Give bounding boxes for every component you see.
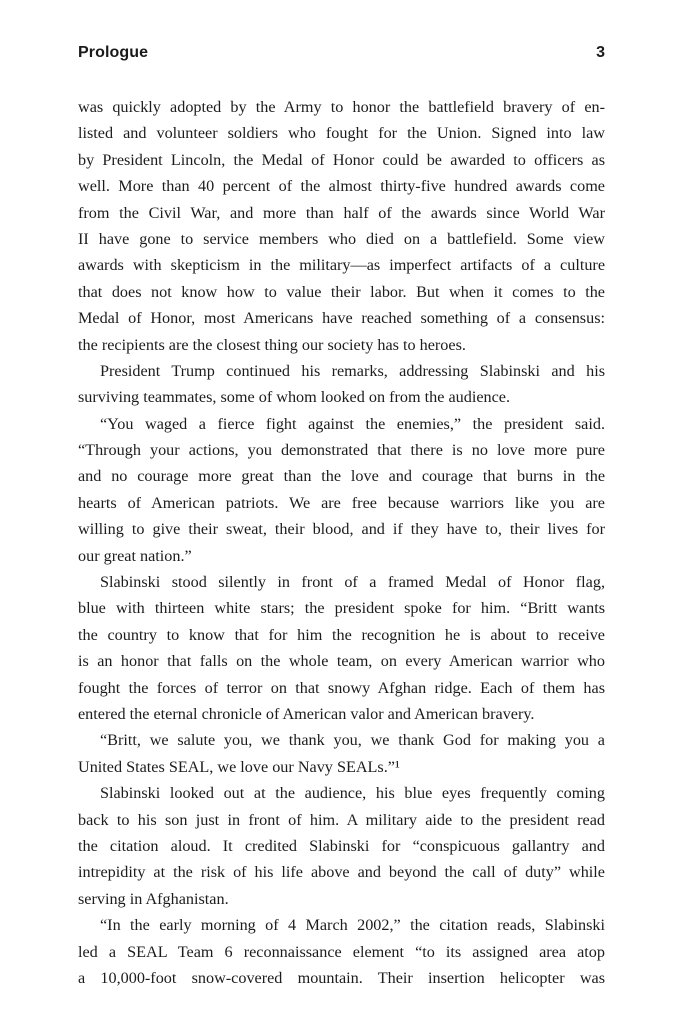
text-line: willing to give their sweat, their blood, and if they have to, their lives for [78, 520, 605, 539]
text-line: entered the eternal chronicle of American valor and American bravery. [78, 704, 535, 723]
text-line: the country to know that for him the recognition he is about to receive [78, 625, 605, 644]
text-line: President Trump continued his remarks, addressing Slabinski and his [100, 361, 605, 380]
text-line: “Through your actions, you demonstrated that there is no love more pure [78, 441, 605, 460]
text-line: “Britt, we salute you, we thank you, we thank God for making you a [100, 731, 605, 750]
text-line: Medal of Honor, most Americans have reached something of a consensus: [78, 309, 605, 328]
text-line: fought the forces of terror on that snowy Afghan ridge. Each of them has [78, 678, 605, 697]
text-line: well. More than 40 percent of the almost thirty-five hundred awards come [78, 177, 605, 196]
text-line: hearts of American patriots. We are free because warriors like you are [78, 493, 605, 512]
text-line: awards with skepticism in the military—as imperfect artifacts of a culture [78, 256, 605, 275]
text-line: from the Civil War, and more than half of the awards since World War [78, 203, 605, 222]
text-line: blue with thirteen white stars; the president spoke for him. “Britt wants [78, 599, 605, 618]
text-line: “In the early morning of 4 March 2002,” the citation reads, Slabinski [100, 916, 605, 935]
text-line: led a SEAL Team 6 reconnaissance element “to its assigned area atop [78, 942, 605, 961]
text-line: our great nation.” [78, 546, 192, 565]
text-line: listed and volunteer soldiers who fought for the Union. Signed into law [78, 124, 605, 143]
text-line: by President Lincoln, the Medal of Honor could be awarded to officers as [78, 150, 605, 169]
chapter-title: Prologue [78, 44, 149, 61]
text-line: serving in Afghanistan. [78, 889, 229, 908]
text-line: the citation aloud. It credited Slabinski for “conspicuous gallantry and [78, 836, 605, 855]
text-line: was quickly adopted by the Army to honor the battlefield bravery of en- [78, 98, 605, 116]
running-head [78, 44, 605, 68]
text-line: intrepidity at the risk of his life above and beyond the call of duty” while [78, 863, 605, 882]
text-line: that does not know how to value their labor. But when it comes to the [78, 282, 605, 301]
text-line: II have gone to service members who died on a battlefield. Some view [78, 229, 605, 248]
text-line: “You waged a fierce fight against the enemies,” the president said. [100, 414, 605, 433]
text-line: back to his son just in front of him. A military aide to the president read [78, 810, 605, 829]
text-line: Slabinski looked out at the audience, his blue eyes frequently coming [100, 784, 605, 803]
text-line: a 10,000-foot snow-covered mountain. Their insertion helicopter was [78, 968, 605, 987]
text-line: the recipients are the closest thing our society has to heroes. [78, 335, 466, 354]
text-line: and no courage more great than the love and courage that burns in the [78, 467, 605, 486]
text-line: surviving teammates, some of whom looked on from the audience. [78, 388, 511, 407]
text-line: Slabinski stood silently in front of a framed Medal of Honor flag, [100, 573, 605, 592]
body-text [78, 94, 605, 991]
text-line: is an honor that falls on the whole team, on every American warrior who [78, 652, 605, 671]
text-line: United States SEAL, we love our Navy SEALs.”¹ [78, 757, 400, 776]
page-number: 3 [596, 44, 605, 61]
